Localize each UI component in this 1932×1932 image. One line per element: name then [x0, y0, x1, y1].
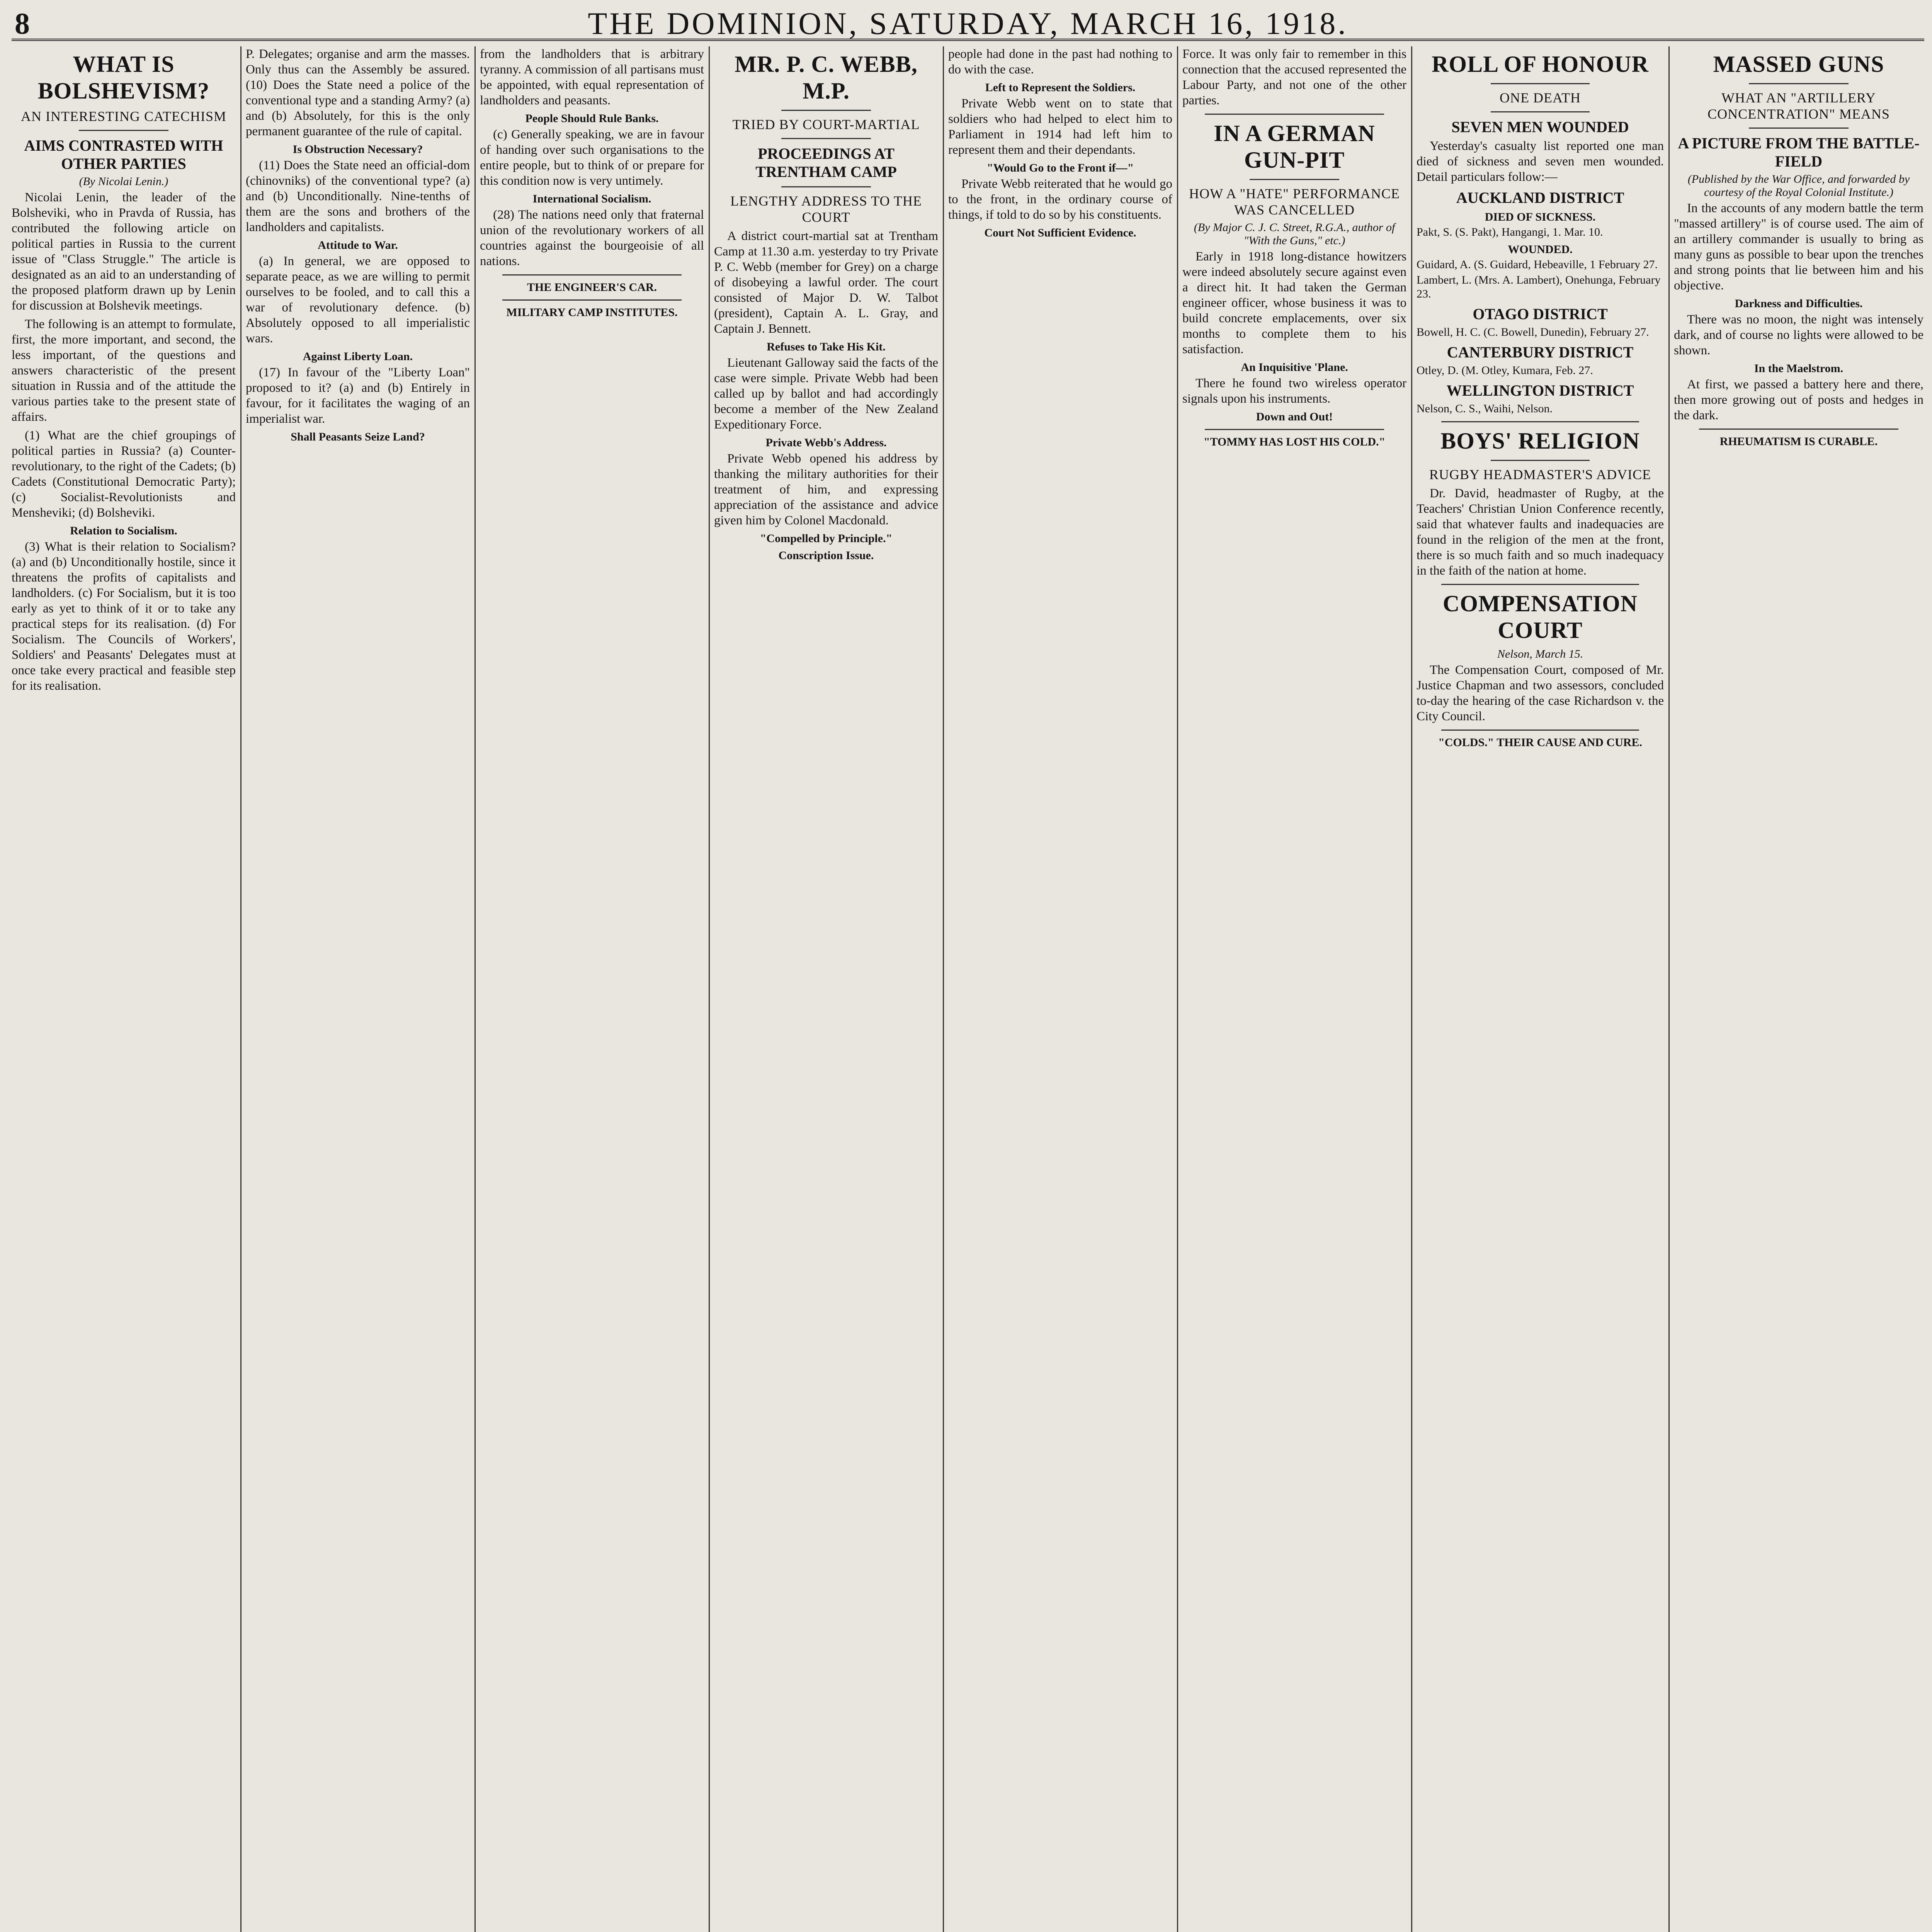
masthead	[12, 4, 1924, 41]
paragraph: (a) In general, we are opposed to separate peace, as we are willing to permit ourselves to be fooled, and to call this a war of revolutionary defence. (b) Absolutely opposed to all imperialistic wars.	[246, 254, 470, 345]
casualty-category: DIED OF SICKNESS.	[1485, 211, 1596, 223]
section-heading: "Compelled by Principle."	[760, 532, 893, 545]
subhead-hate: HOW A "HATE" PERFORMANCE WAS CANCELLED	[1189, 186, 1400, 218]
district-heading: AUCKLAND DISTRICT	[1456, 189, 1624, 206]
paragraph: Nicolai Lenin, the leader of the Bolsheviki, who in Pravda of Russia, has contributed the following article on political parties in Russia to the current issue of "Class Struggle." The article is designated as an aid to an understanding of the proposed platform drawn up by Lenin for discussion at Bolshevik meetings.	[12, 190, 236, 313]
subhead-address: LENGTHY ADDRESS TO THE COURT	[730, 193, 922, 225]
page-number: 8	[15, 7, 30, 40]
headline-bolshevism: WHAT IS BOLSHEVISM?	[37, 51, 210, 104]
casualty-entry: Guidard, A. (S. Guidard, Hebeaville, 1 February 27.	[1417, 258, 1658, 271]
paragraph: There was no moon, the night was intensely dark, and of course no lights were allowed to be shown.	[1674, 313, 1923, 357]
section-heading: Darkness and Difficulties.	[1735, 297, 1863, 310]
paragraph: The following is an attempt to formulate, first, the more important, and second, the less important, of the questions and answers characteristic of the present situation in Russia and of the attitude the various parties take to the present state of affairs.	[12, 317, 236, 424]
headline-roll-of-honour: ROLL OF HONOUR	[1432, 51, 1649, 77]
headline-gun-pit: IN A GERMAN GUN-PIT	[1214, 121, 1375, 173]
district-heading: WELLINGTON DISTRICT	[1446, 382, 1634, 399]
byline: (Published by the War Office, and forwarded by courtesy of the Royal Colonial Institute.)	[1687, 173, 1910, 199]
paragraph: (c) Generally speaking, we are in favour of handing over such organisations to the entire people, but to think of or prepare for this condition now is very untimely.	[480, 128, 704, 188]
paragraph: At first, we passed a battery here and there, then more growing out of posts and hedges in the dark.	[1674, 378, 1923, 422]
paragraph: from the landholders that is arbitrary tyranny. A commission of all partisans must be appointed, with equal representation of landholders and peasants.	[480, 47, 704, 107]
paragraph: (17) In favour of the "Liberty Loan" proposed to it? (a) and (b) Entirely in favour, for it facilitates the waging of an imperialist war.	[246, 366, 470, 426]
paragraph: There he found two wireless operator signals upon his instruments.	[1182, 376, 1406, 406]
column-4	[714, 46, 938, 1932]
section-heading: Private Webb's Address.	[765, 436, 887, 449]
advert-heading: RHEUMATISM IS CURABLE.	[1719, 435, 1878, 448]
section-heading: Shall Peasants Seize Land?	[291, 430, 425, 443]
section-heading: Attitude to War.	[318, 239, 398, 252]
subhead-rugby: RUGBY HEADMASTER'S ADVICE	[1429, 467, 1651, 482]
section-heading: Down and Out!	[1256, 410, 1333, 423]
casualty-entry: Bowell, H. C. (C. Bowell, Dunedin), February 27.	[1417, 326, 1649, 338]
headline-webb: MR. P. C. WEBB, M.P.	[735, 51, 918, 104]
section-heading: In the Maelstrom.	[1754, 362, 1844, 375]
paragraph: In the accounts of any modern battle the term "massed artillery" is of course used. The aim of an artillery commander is usually to bring as many guns as possible to bear upon the trenches and strong points that lie between him and his objective.	[1674, 201, 1923, 293]
section-heading: People Should Rule Banks.	[525, 112, 659, 125]
subhead-aims: AIMS CONTRASTED WITH OTHER PARTIES	[24, 137, 223, 172]
section-heading: International Socialism.	[532, 192, 651, 205]
casualty-entry: Nelson, C. S., Waihi, Nelson.	[1417, 402, 1553, 415]
paragraph: The Compensation Court, composed of Mr. Justice Chapman and two assessors, concluded to-day the hearing of the case Richardson v. the City Council.	[1417, 663, 1664, 723]
casualty-category: WOUNDED.	[1508, 243, 1573, 256]
district-heading: OTAGO DISTRICT	[1473, 305, 1608, 323]
paragraph: Early in 1918 long-distance howitzers were indeed absolutely secure against even a direct hit. It had taken the German engineer officer, whose business it was to build concrete emplacements, over six months to complete them to his satisfaction.	[1182, 250, 1406, 356]
section-heading: Conscription Issue.	[778, 549, 874, 562]
column-5	[948, 46, 1172, 1932]
column-8	[1674, 46, 1923, 1932]
subhead-seven-wounded: SEVEN MEN WOUNDED	[1451, 118, 1629, 136]
section-heading: Is Obstruction Necessary?	[293, 143, 423, 156]
dateline: Nelson, March 15.	[1497, 648, 1583, 660]
paragraph: (28) The nations need only that fraternal union of the revolutionary workers of all countries against the bourgeoisie of all nations.	[480, 208, 704, 268]
paragraph: (3) What is their relation to Socialism? (a) and (b) Unconditionally hostile, since it threatens the profits of capitalists and landholders. (c) For Socialism, but it is too early as yet to think of it or to take any practical steps for its realisation. (d) For Socialism. The Councils of Workers', Soldiers' and Peasants' Delegates must at once take every practical and feasible step for its realisation.	[12, 540, 236, 693]
advert-heading: "TOMMY HAS LOST HIS COLD."	[1203, 435, 1386, 448]
section-heading: Left to Represent the Soldiers.	[985, 81, 1136, 94]
subhead-catechism: AN INTERESTING CATECHISM	[21, 109, 226, 124]
headline-boys-religion: BOYS' RELIGION	[1440, 428, 1640, 454]
paragraph: P. Delegates; organise and arm the masses. Only thus can the Assembly be assured. (10) Does the State need a police of the conventional type and a standing Army? (a) and (b) Absolutely, for this is the only permanent guarantee of the rule of capital.	[246, 47, 470, 138]
headline-compensation: COMPENSATION COURT	[1442, 591, 1638, 643]
paragraph: Private Webb reiterated that he would go to the front, in the ordinary course of things, if told to do so by his constituents.	[948, 177, 1172, 222]
section-heading: An Inquisitive 'Plane.	[1241, 361, 1348, 374]
column-7	[1417, 46, 1664, 1932]
subhead-trentham: PROCEEDINGS AT TRENTHAM CAMP	[755, 145, 897, 180]
subhead-one-death: ONE DEATH	[1500, 90, 1581, 105]
subhead-court-martial: TRIED BY COURT-MARTIAL	[732, 117, 920, 132]
casualty-entry: Otley, D. (M. Otley, Kumara, Feb. 27.	[1417, 364, 1593, 377]
paragraph: Private Webb went on to state that soldiers who had helped to elect him to Parliament in 1914 had left him to represent them and their dependants.	[948, 97, 1172, 157]
section-heading: "Would Go to the Front if—"	[986, 162, 1134, 174]
paragraph: Lieutenant Galloway said the facts of the case were simple. Private Webb had been called up by ballot and had accordingly become a member of the New Zealand Expeditionary Force.	[714, 356, 938, 432]
section-heading: Court Not Sufficient Evidence.	[984, 226, 1136, 239]
paragraph: people had done in the past had nothing to do with the case.	[948, 47, 1172, 77]
paragraph: Dr. David, headmaster of Rugby, at the Teachers' Christian Union Conference recently, said that whatever faults and inadequacies are found in the religion of the men at the front, there is so much faith and so much inadequacy in the faith of the nation at home.	[1417, 486, 1664, 578]
column-6	[1182, 46, 1406, 1932]
byline: (By Nicolai Lenin.)	[79, 175, 168, 188]
casualty-entry: Lambert, L. (Mrs. A. Lambert), Onehunga, February 23.	[1417, 274, 1661, 300]
district-heading: CANTERBURY DISTRICT	[1447, 344, 1634, 361]
column-3	[480, 46, 704, 1932]
byline: (By Major C. J. C. Street, R.G.A., author of "With the Guns," etc.)	[1194, 221, 1395, 247]
advert-heading: THE ENGINEER'S CAR.	[527, 281, 657, 294]
paragraph: Private Webb opened his address by thanking the military authorities for their treatment of him, and expressing appreciation of the assistance and advice given him by Colonel Macdonald.	[714, 452, 938, 527]
paragraph: A district court-martial sat at Trentham Camp at 11.30 a.m. yesterday to try Private P. C. Webb (member for Grey) on a charge of disobeying a lawful order. The court consisted of Major D. W. Talbot (president), Captain A. L. Gray, and Captain J. Bennett.	[714, 229, 938, 336]
section-heading: Refuses to Take His Kit.	[767, 340, 886, 353]
column-1	[12, 46, 236, 1932]
column-2	[246, 46, 470, 1932]
masthead-title: THE DOMINION, SATURDAY, MARCH 16, 1918.	[588, 6, 1348, 41]
advert-heading: "COLDS." THEIR CAUSE AND CURE.	[1438, 736, 1642, 749]
subhead-battlefield: A PICTURE FROM THE BATTLE-FIELD	[1678, 134, 1920, 170]
casualty-entry: Pakt, S. (S. Pakt), Hangangi, 1. Mar. 10.	[1417, 226, 1603, 238]
paragraph: (11) Does the State need an official-dom (chinovniks) of the conventional type? (a) and (b) Unconditionally. Nine-tenths of them are the sons and brothers of the landholders and capitalists.	[246, 158, 470, 234]
paragraph: Force. It was only fair to remember in this connection that the accused represented the Labour Party, and not one of the other parties.	[1182, 47, 1406, 107]
paragraph: Yesterday's casualty list reported one man died of sickness and seven men wounded. Detail particulars follow:—	[1417, 139, 1664, 184]
subhead-artillery: WHAT AN "ARTILLERY CONCENTRATION" MEANS	[1708, 90, 1890, 122]
notice-heading: MILITARY CAMP INSTITUTES.	[506, 306, 678, 319]
headline-massed-guns: MASSED GUNS	[1713, 51, 1884, 77]
paragraph: (1) What are the chief groupings of political parties in Russia? (a) Counter-revolutionary, to the right of the Cadets; (b) Cadets (Constitutional Democratic Party); (c) Socialist-Revolutionists and Mensheviki; (d) Bolsheviki.	[12, 429, 236, 520]
section-heading: Relation to Socialism.	[70, 524, 177, 537]
section-heading: Against Liberty Loan.	[303, 350, 413, 363]
